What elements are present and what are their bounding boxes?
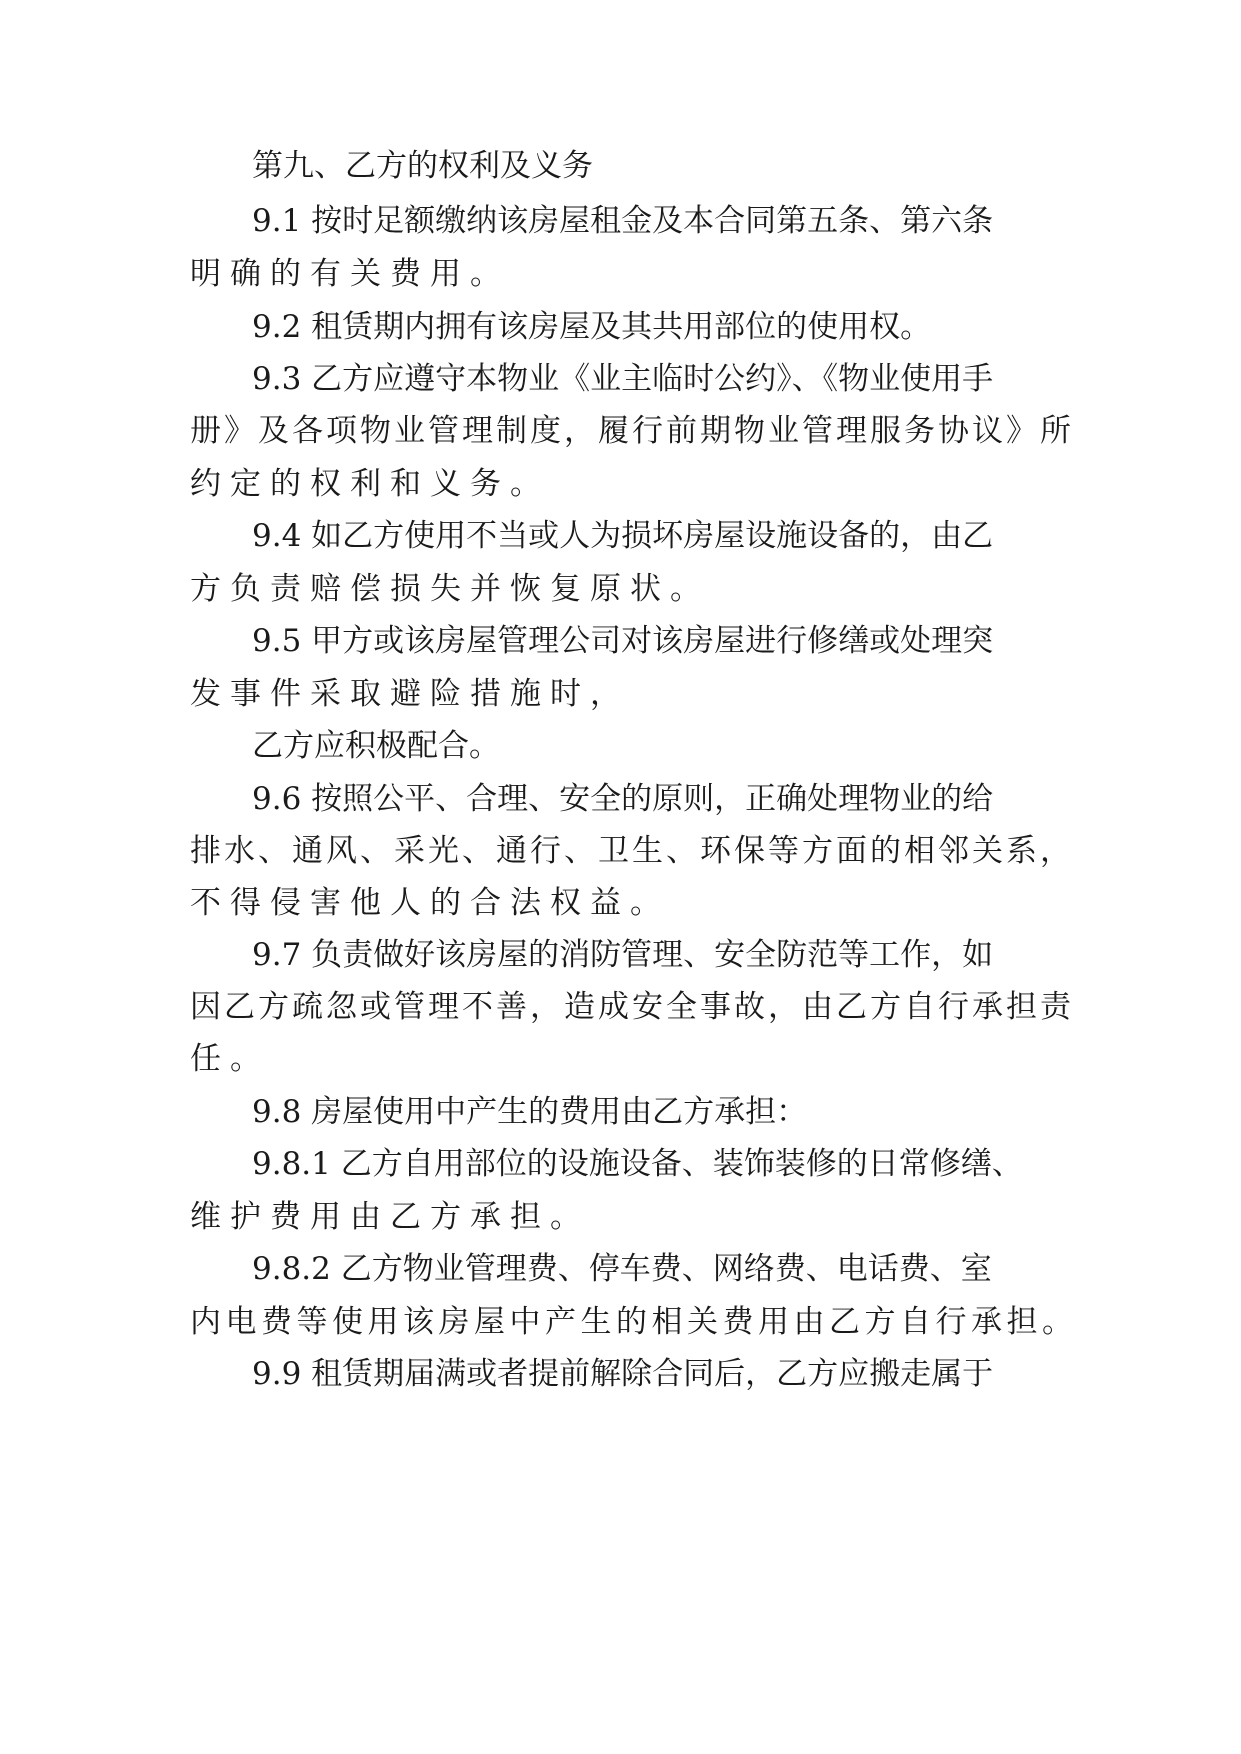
paragraph-line: 9.8 房屋使用中产生的费用由乙方承担：: [252, 1094, 808, 1130]
section-heading: 第九、乙方的权利及义务: [252, 148, 593, 184]
paragraph-line: 因乙方疏忽或管理不善，造成安全事故，由乙方自行承担责: [190, 989, 1074, 1025]
paragraph-line: 明确的有关费用。: [190, 256, 510, 292]
paragraph-line: 9.5 甲方或该房屋管理公司对该房屋进行修缮或处理突: [252, 623, 994, 659]
paragraph-line: 9.3 乙方应遵守本物业《业主临时公约》、《物业使用手: [252, 361, 994, 397]
paragraph-line: 9.2 租赁期内拥有该房屋及其共用部位的使用权。: [252, 309, 932, 345]
paragraph-line: 9.6 按照公平、合理、安全的原则，正确处理物业的给: [252, 781, 994, 817]
paragraph-line: 方负责赔偿损失并恢复原状。: [190, 571, 710, 607]
paragraph-line: 9.8.2 乙方物业管理费、停车费、网络费、电话费、室: [252, 1251, 992, 1287]
paragraph-line: 排水、通风、采光、通行、卫生、环保等方面的相邻关系，: [190, 833, 1074, 869]
paragraph-line: 任。: [190, 1041, 270, 1077]
paragraph-line: 9.4 如乙方使用不当或人为损坏房屋设施设备的，由乙: [252, 518, 994, 554]
paragraph-line: 9.9 租赁期届满或者提前解除合同后，乙方应搬走属于: [252, 1356, 994, 1392]
paragraph-line: 乙方应积极配合。: [252, 728, 500, 764]
paragraph-line: 9.7 负责做好该房屋的消防管理、安全防范等工作，如: [252, 937, 994, 973]
paragraph-line: 册》及各项物业管理制度，履行前期物业管理服务协议》所: [190, 413, 1074, 449]
paragraph-line: 9.1 按时足额缴纳该房屋租金及本合同第五条、第六条: [252, 203, 994, 239]
paragraph-line: 9.8.1 乙方自用部位的设施设备、装饰装修的日常修缮、: [252, 1146, 1023, 1182]
paragraph-line: 约定的权利和义务。: [190, 466, 550, 502]
paragraph-line: 维护费用由乙方承担。: [190, 1199, 590, 1235]
paragraph-line: 发事件采取避险措施时，: [190, 676, 630, 712]
paragraph-line: 内电费等使用该房屋中产生的相关费用由乙方自行承担。: [190, 1304, 1078, 1340]
paragraph-line: 不得侵害他人的合法权益。: [190, 885, 670, 921]
